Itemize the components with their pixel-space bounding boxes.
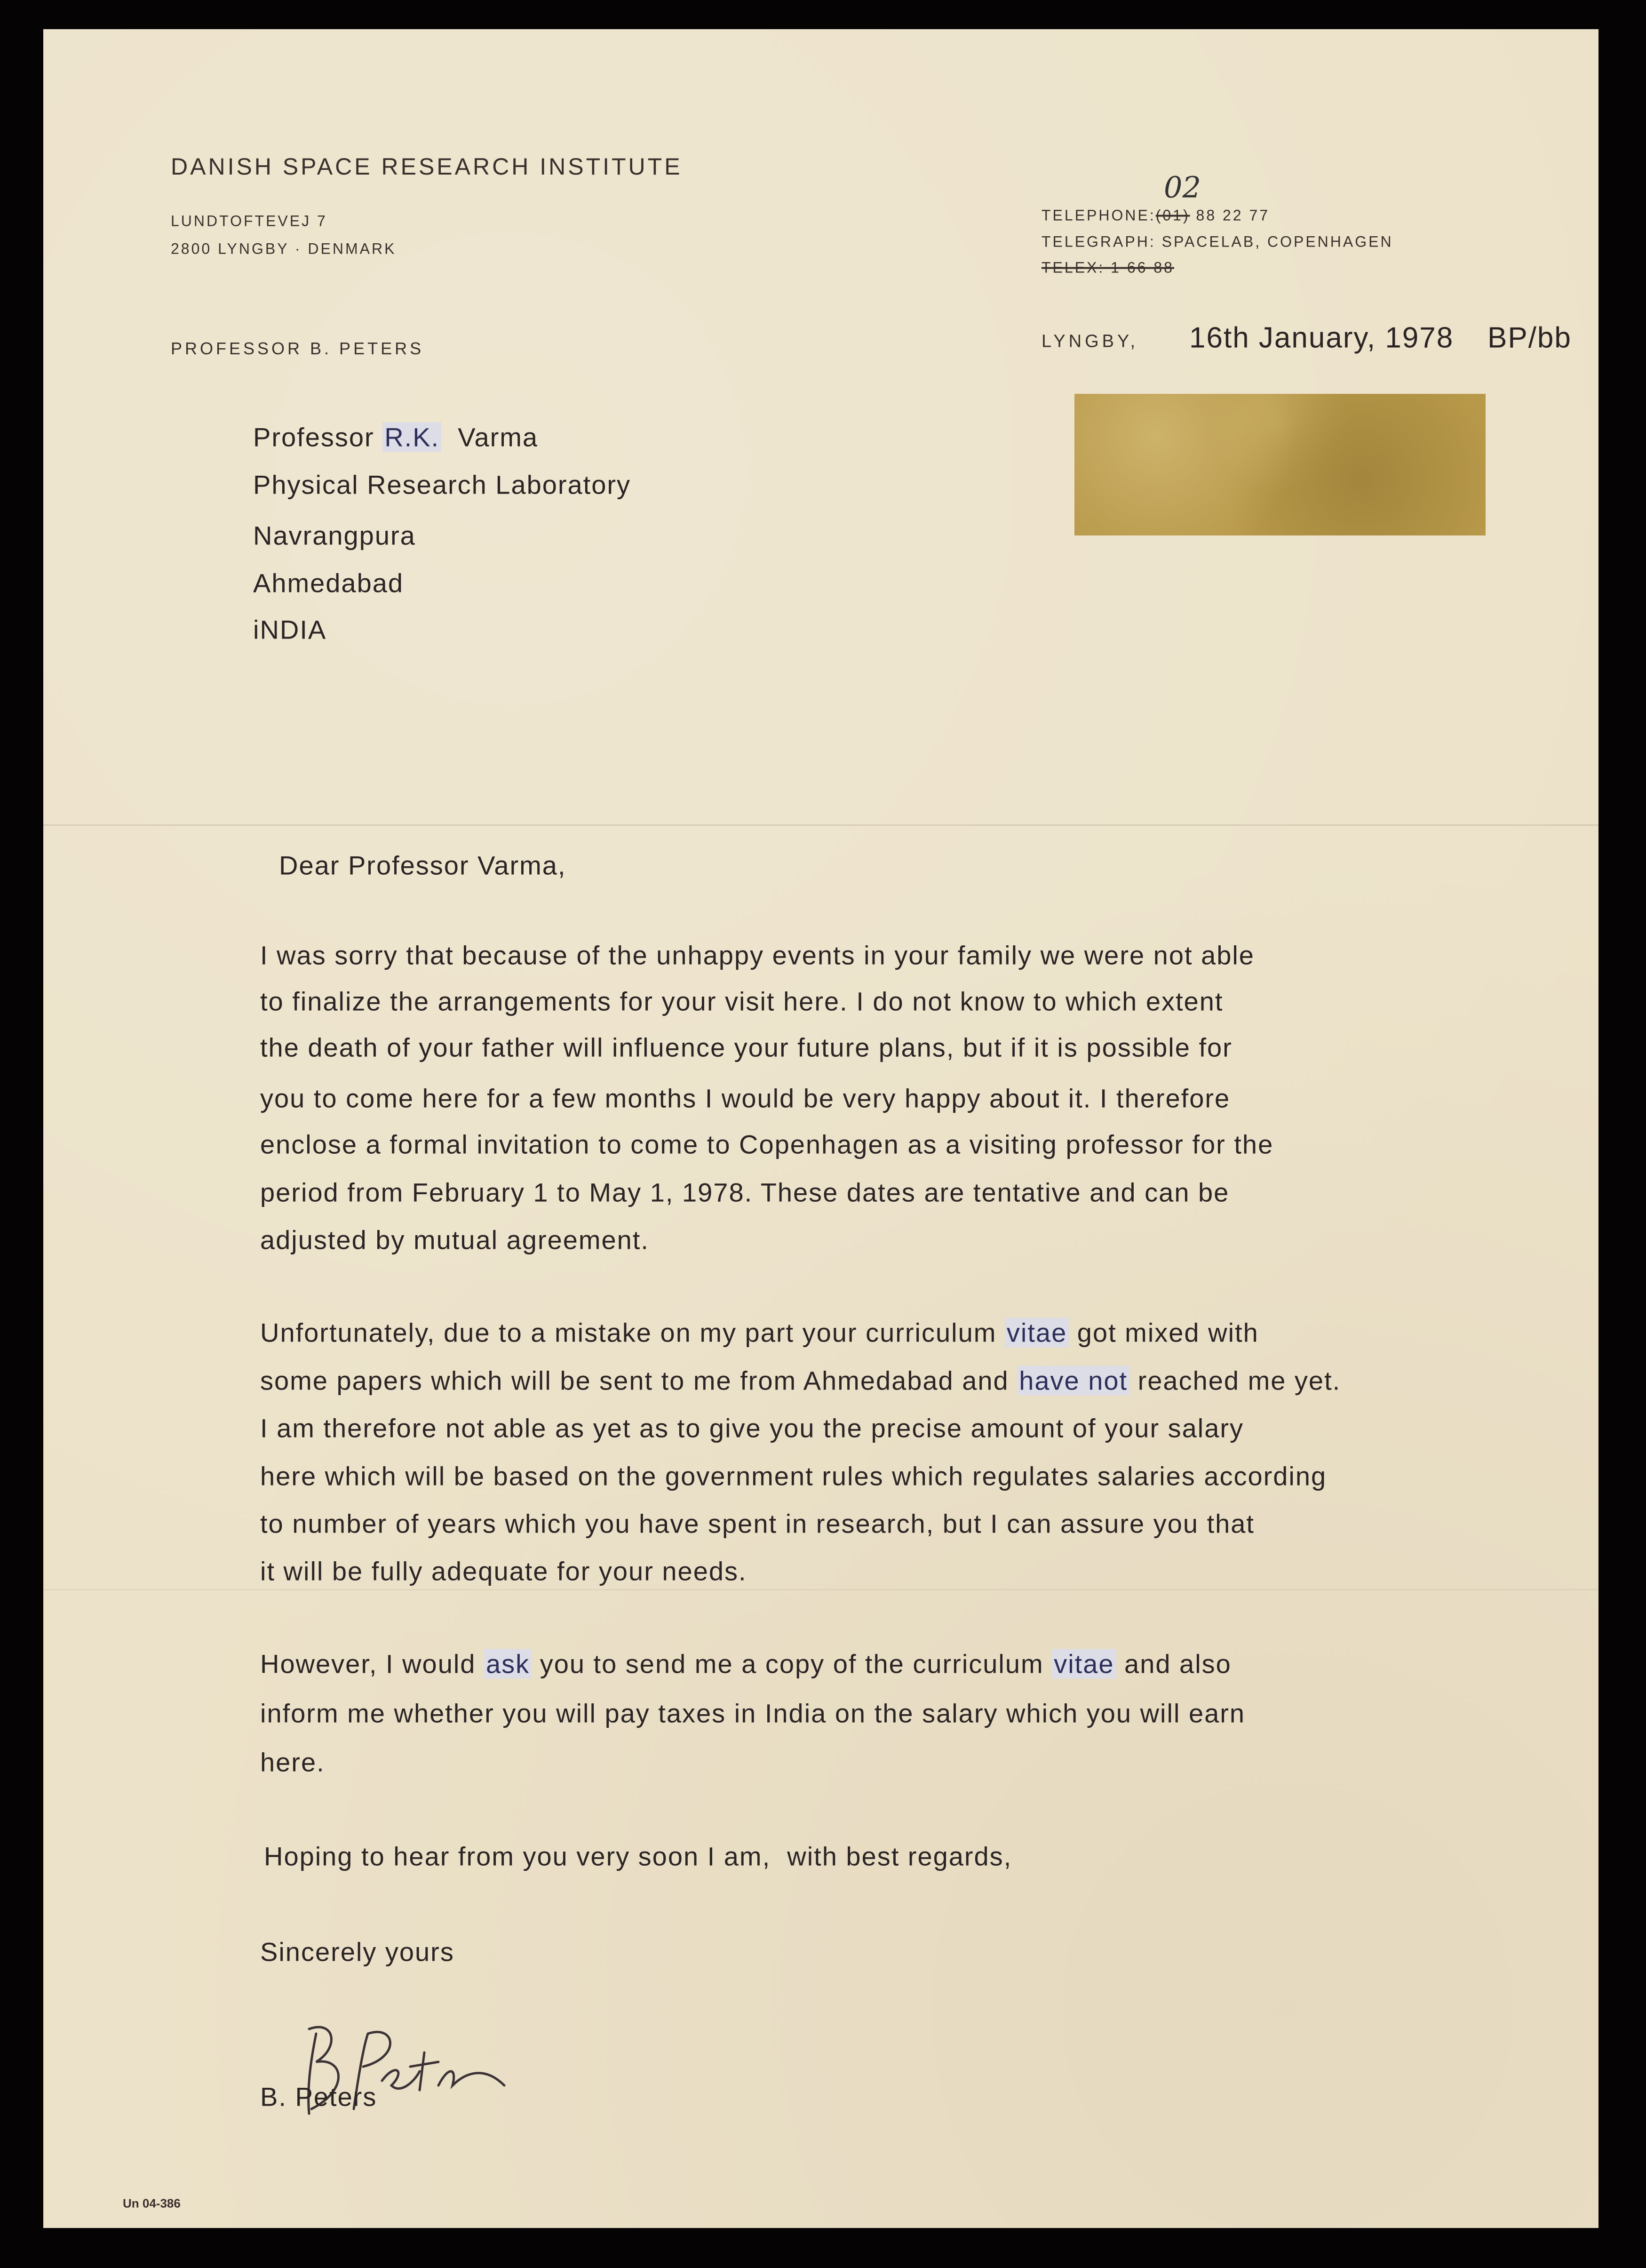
corrected-word: have not [1017,1366,1129,1396]
text-segment: the death of your father will influence your future plans, but if it is possible for [260,1032,1233,1062]
text-segment: However, I would [260,1649,484,1679]
body-line [260,1556,747,1587]
body-line [260,1177,1229,1208]
fold-line [43,824,1598,826]
letter-paper [43,29,1598,2228]
recipient-line [253,520,416,551]
text-segment: you to come here for a few months I would be very happy about it. I therefore [260,1083,1231,1113]
street-address: LUNDTOFTEVEJ 7 [171,212,327,230]
body-line [260,1698,1245,1729]
fold-line [43,1589,1598,1590]
recipient-line [253,422,538,453]
telephone-label: TELEPHONE: [1042,207,1156,224]
redacted-block [1074,394,1486,535]
text-segment: Unfortunately, due to a mistake on my part your curriculum [260,1318,1005,1348]
body-line [260,1747,325,1778]
body-line [260,1318,1259,1348]
corrected-word: vitae [1052,1649,1116,1679]
place: LYNGBY, [1042,331,1139,351]
salutation: Dear Professor Varma, [279,850,566,880]
text-segment: here which will be based on the government rules which regulates salaries according [260,1461,1327,1491]
body-line [260,1509,1255,1539]
text-segment: and also [1116,1649,1232,1679]
reference-code: BP/bb [1487,321,1572,354]
recipient-line [253,615,326,645]
body-line [260,940,1255,971]
telephone-old-code: (01) [1155,207,1190,224]
text-segment: enclose a formal invitation to come to Copenhagen as a visiting professor for the [260,1129,1274,1159]
text-segment: inform me whether you will pay taxes in India on the salary which you will earn [260,1698,1246,1728]
text-segment: to number of years which you have spent in research, but I can assure you that [260,1509,1255,1539]
telephone-line [1042,207,1270,224]
corrected-word: ask [484,1649,532,1679]
text-segment: Hoping to hear from you very soon I am, with best regards, [264,1841,1012,1871]
body-line [260,1461,1327,1492]
text-segment: you to send me a copy of the curriculum [532,1649,1052,1679]
recipient-line [253,470,631,500]
institute-name: DANISH SPACE RESEARCH INSTITUTE [171,153,683,180]
text-segment: some papers which will be sent to me from Ahmedabad and [260,1366,1018,1396]
body-line [264,1841,1012,1872]
form-number: Un 04-386 [123,2196,181,2211]
body-line [260,1413,1244,1444]
letter-date: 16th January, 1978 [1189,321,1454,354]
body-line [260,1032,1233,1063]
closing: Sincerely yours [260,1937,454,1967]
text-segment: I am therefore not able as yet as to give you the precise amount of your salary [260,1413,1244,1443]
professor-name: PROFESSOR B. PETERS [171,339,424,358]
corrected-word: vitae [1005,1318,1069,1348]
text-segment: Professor [253,422,383,452]
text-segment: reached me yet. [1129,1366,1341,1396]
text-segment: Ahmedabad [253,568,404,598]
text-segment: I was sorry that because of the unhappy events in your family we were not able [260,940,1255,970]
text-segment: period from February 1 to May 1, 1978. These dates are tentative and can be [260,1177,1230,1207]
text-segment: Navrangpura [253,520,416,551]
body-line [260,1366,1341,1396]
signatory-name: B. Peters [260,2082,377,2112]
handwritten-area-code: 02 [1164,170,1201,205]
text-segment: iNDIA [253,615,327,645]
text-segment: here. [260,1747,325,1777]
recipient-line [253,568,404,599]
text-segment: adjusted by mutual agreement. [260,1225,649,1255]
text-segment: Physical Research Laboratory [253,470,631,500]
telex-line: TELEX: 1 66 88 [1042,259,1174,276]
telephone-number: 88 22 77 [1196,207,1270,224]
body-line [260,1083,1230,1114]
body-line [260,986,1223,1017]
telegraph-line: TELEGRAPH: SPACELAB, COPENHAGEN [1042,233,1393,250]
text-segment: it will be fully adequate for your needs. [260,1556,747,1586]
corrected-word: R.K. [382,423,441,452]
text-segment: Varma [441,422,539,452]
body-line [260,1129,1273,1160]
body-line [260,1225,649,1255]
city-address: 2800 LYNGBY · DENMARK [171,240,397,257]
body-line [260,1649,1232,1679]
text-segment: to finalize the arrangements for your visit here. I do not know to which extent [260,986,1224,1016]
text-segment: got mixed with [1069,1318,1259,1348]
